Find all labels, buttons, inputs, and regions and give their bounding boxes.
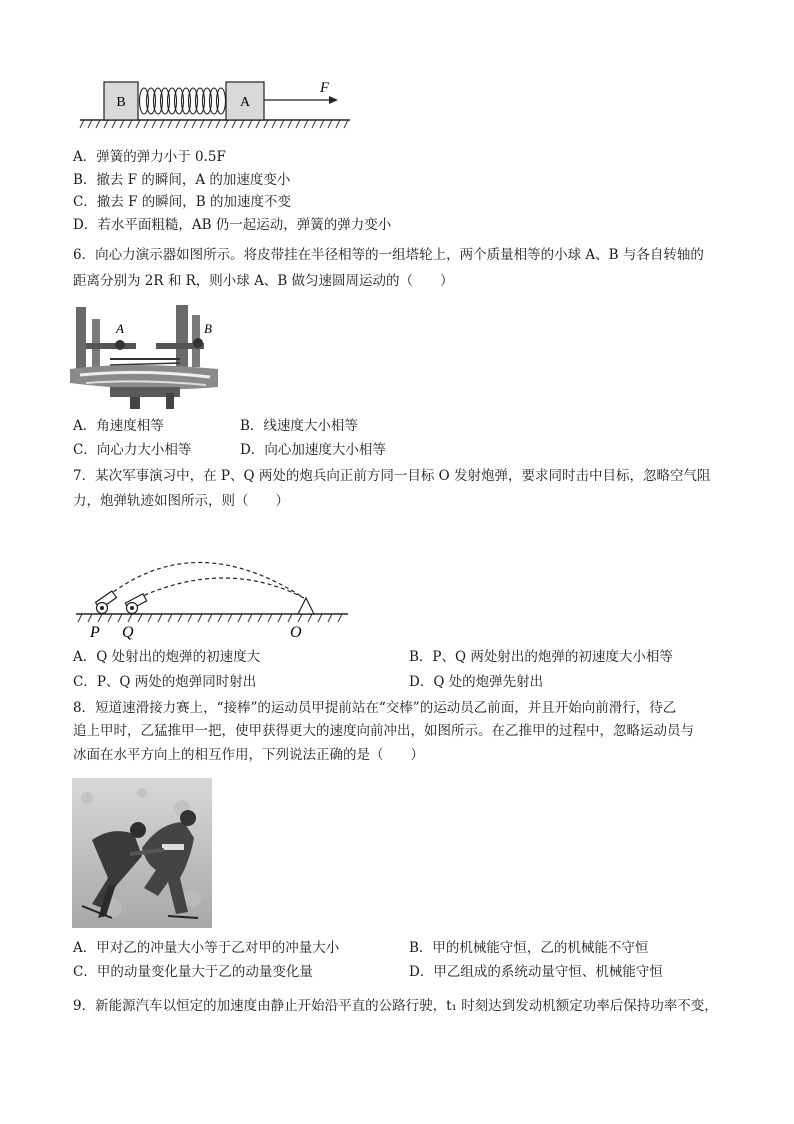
q8-option-c: C．甲的动量变化量大于乙的动量变化量 — [73, 964, 313, 980]
q5-option-c: C．撤去 F 的瞬间，B 的加速度不变 — [73, 194, 291, 210]
cannon-q — [125, 594, 146, 614]
force-label: F — [320, 80, 330, 96]
cannon-trajectory-figure — [76, 540, 356, 640]
fig-label-a: A — [116, 321, 124, 336]
q6-option-d: D．向心加速度大小相等 — [240, 442, 386, 458]
q7-stem-line2: 力，炮弹轨迹如图所示，则（ ） — [73, 493, 289, 509]
speed-skating-photo — [72, 778, 212, 928]
fig-label-q: Q — [122, 624, 134, 641]
q7-option-a: A．Q 处射出的炮弹的初速度大 — [73, 649, 261, 665]
fig-label-p: P — [90, 624, 100, 641]
q9-stem-line1: 9．新能源汽车以恒定的加速度由静止开始沿平直的公路行驶，t₁ 时刻达到发动机额定功率后保持功率不变， — [73, 998, 718, 1014]
q6-option-a: A．角速度相等 — [73, 418, 164, 434]
q8-stem-line1: 8．短道速滑接力赛上，“接棒”的运动员甲提前站在“交棒”的运动员乙前面，并且开始向前滑行，待乙 — [73, 700, 677, 716]
cannon-p — [96, 591, 117, 614]
spring-blocks-figure — [80, 76, 360, 132]
q7-option-c: C．P、Q 两处的炮弹同时射出 — [73, 674, 257, 690]
q8-stem-line3: 冰面在水平方向上的相互作用，下列说法正确的是（ ） — [73, 747, 424, 763]
block-a-label: A — [239, 95, 251, 110]
q5-option-b: B．撤去 F 的瞬间，A 的加速度变小 — [73, 172, 291, 188]
centripetal-demonstrator-figure — [70, 303, 220, 411]
q6-stem-line2: 距离分别为 2R 和 R，则小球 A、B 做匀速圆周运动的（ ） — [73, 273, 454, 289]
q6-stem-line1: 6．向心力演示器如图所示。将皮带挂在半径相等的一组塔轮上，两个质量相等的小球 A、B 与各自转轴的 — [73, 247, 704, 263]
q7-stem-line1: 7．某次军事演习中，在 P、Q 两处的炮兵向正前方同一目标 O 发射炮弹，要求同时击中目标，忽略空气阻 — [73, 468, 711, 484]
q6-option-b: B．线速度大小相等 — [240, 418, 358, 434]
q7-option-b: B．P、Q 两处射出的炮弹的初速度大小相等 — [409, 649, 673, 665]
q8-stem-line2: 追上甲时，乙猛推甲一把，使甲获得更大的速度向前冲出，如图所示。在乙推甲的过程中，忽略运动员与 — [73, 723, 694, 739]
q8-option-b: B．甲的机械能守恒，乙的机械能不守恒 — [409, 940, 649, 956]
q7-option-d: D．Q 处的炮弹先射出 — [409, 674, 544, 690]
q5-option-a: A．弹簧的弹力小于 0.5F — [73, 149, 226, 165]
fig-label-b: B — [204, 321, 212, 336]
block-b-label: B — [116, 95, 126, 110]
fig-label-o: O — [290, 624, 302, 641]
q6-option-c: C．向心力大小相等 — [73, 442, 192, 458]
q5-option-d: D．若水平面粗糙，AB 仍一起运动，弹簧的弹力变小 — [73, 217, 392, 233]
q8-option-a: A．甲对乙的冲量大小等于乙对甲的冲量大小 — [73, 940, 340, 956]
q8-option-d: D．甲乙组成的系统动量守恒、机械能守恒 — [409, 964, 663, 980]
target-o — [298, 598, 314, 614]
